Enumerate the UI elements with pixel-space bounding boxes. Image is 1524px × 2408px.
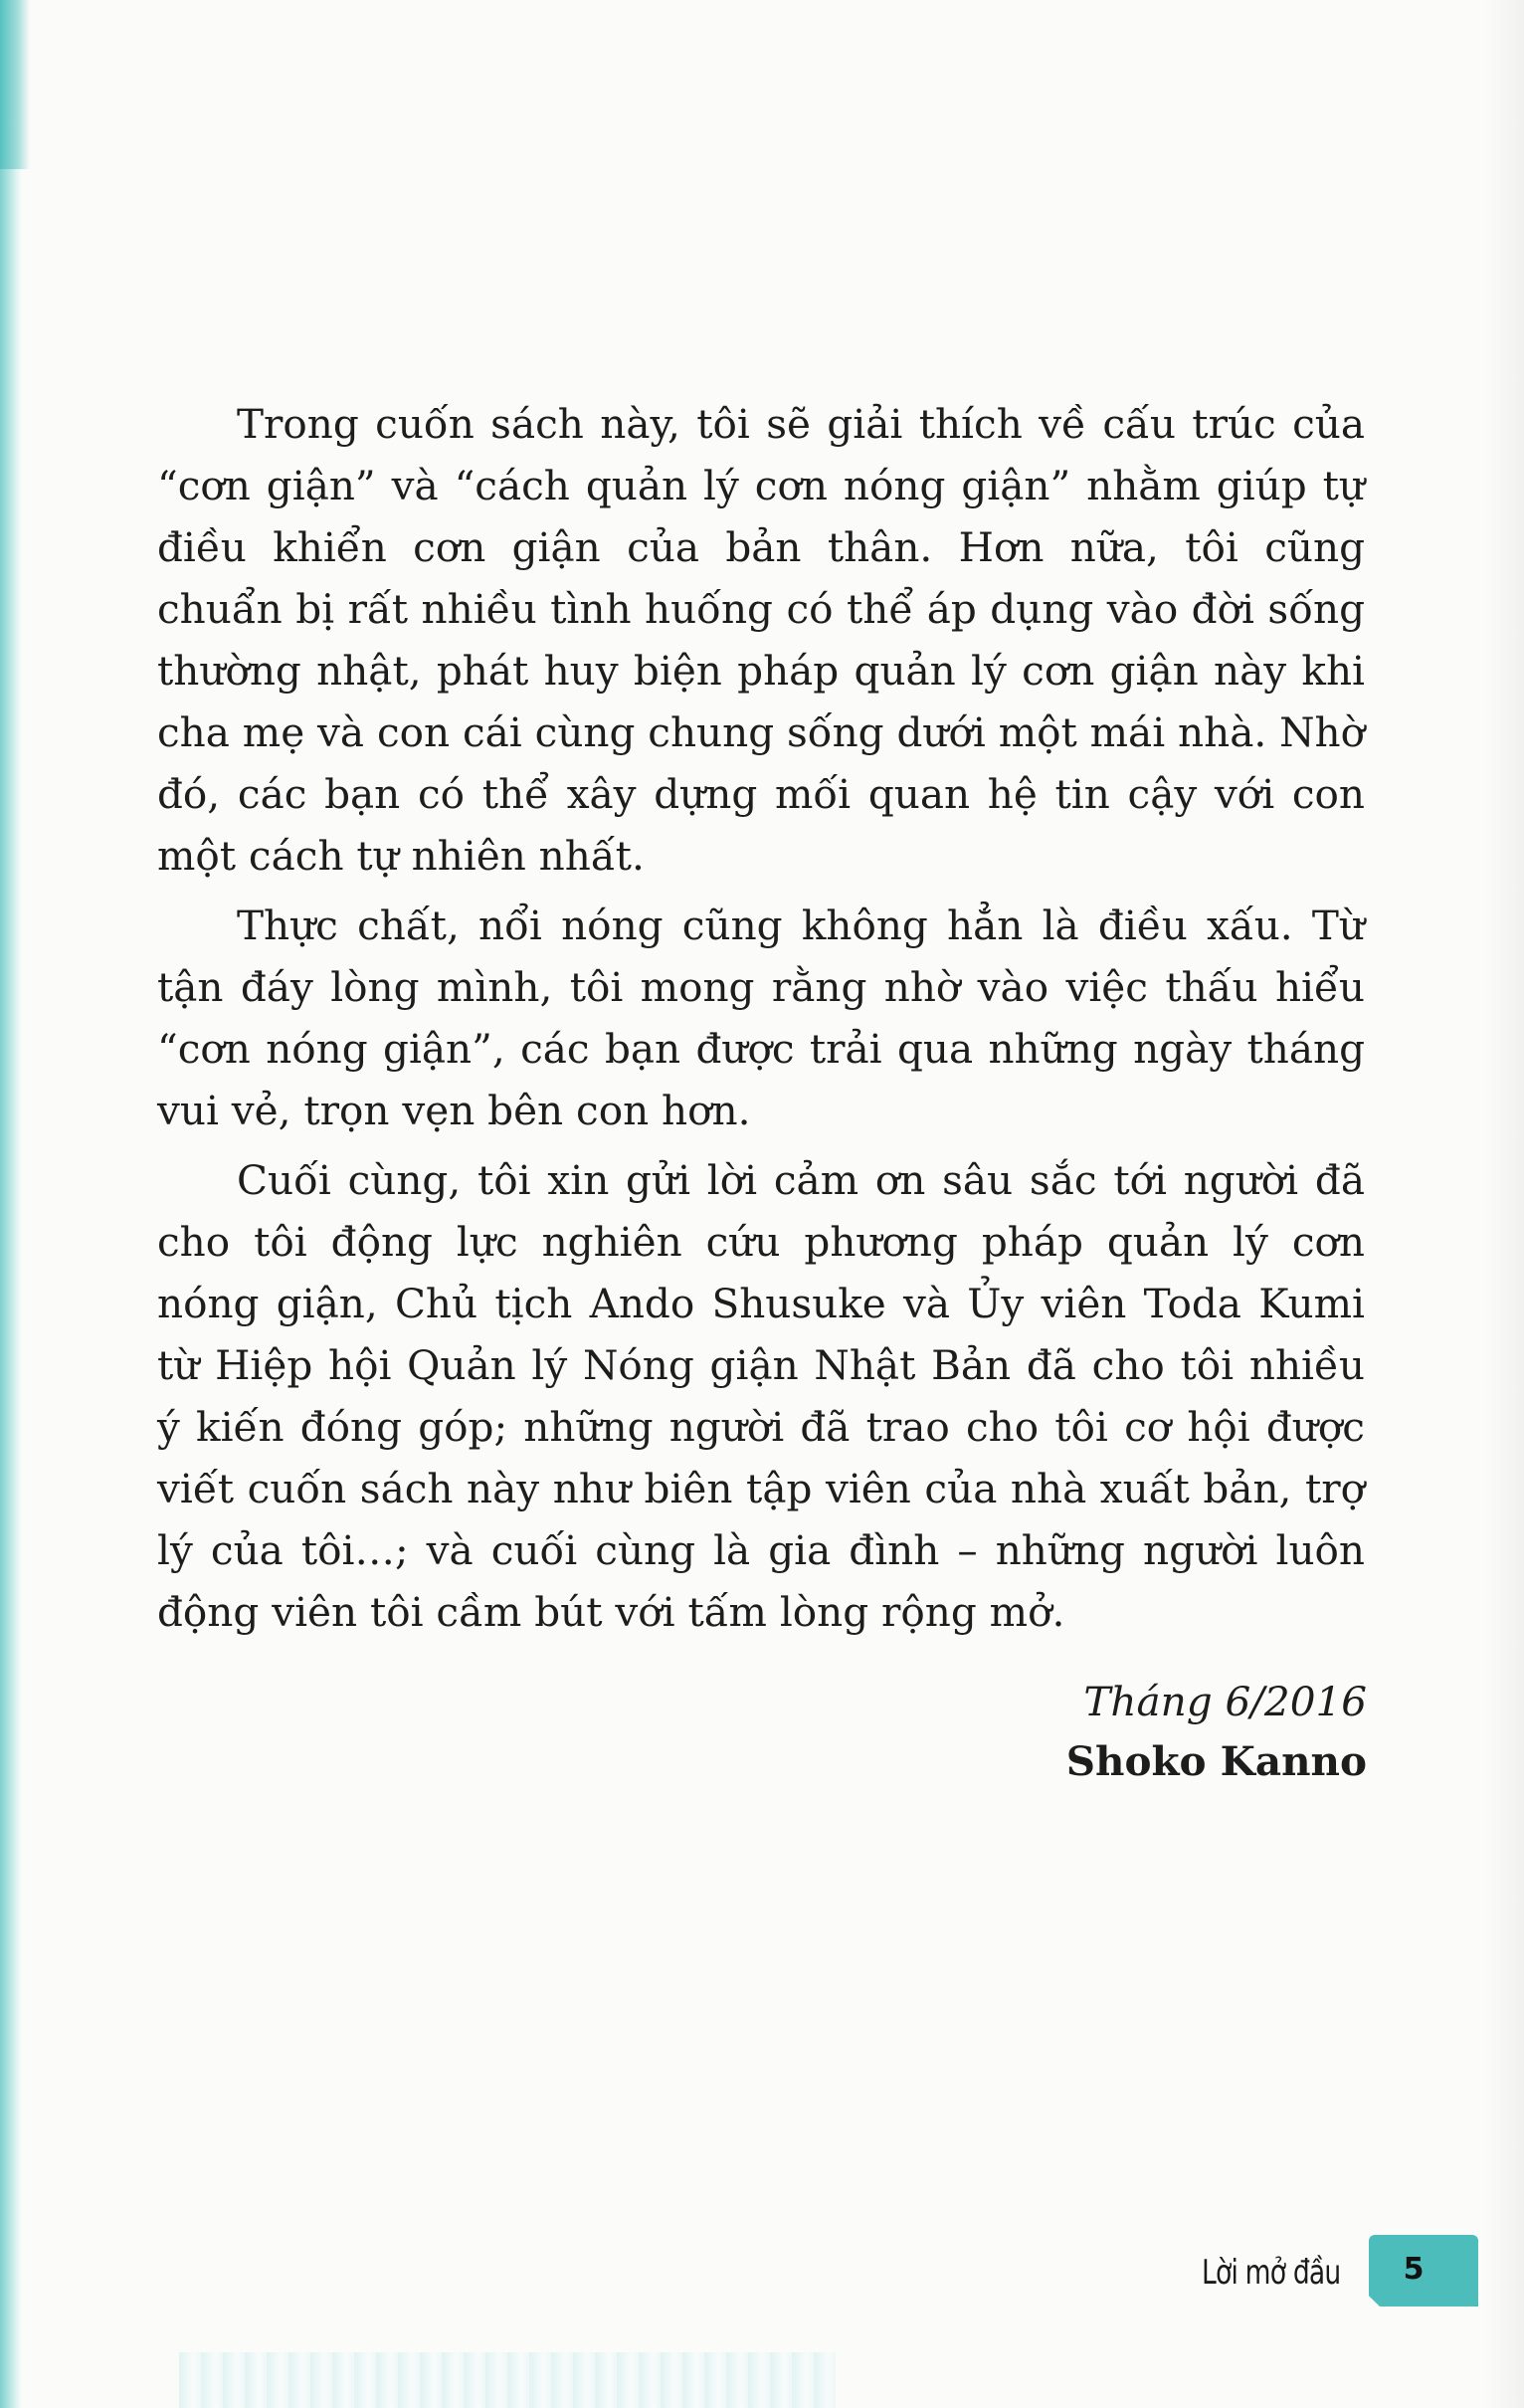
page-number: 5: [1403, 2252, 1425, 2287]
paragraph-1: Trong cuốn sách này, tôi sẽ giải thích về cấu trúc của “cơn giận” và “cách quản lý cơn nóng giận” nhằm giúp tự điều khiển cơn giận của bản thân. Hơn nữa, tôi cũng chuẩn bị rất nhiều tình huống có thể áp dụng vào đời sống thường nhật, phát huy biện pháp quản lý cơn giận này khi cha mẹ và con cái cùng chung sống dưới một mái nhà. Nhờ đó, các bạn có thể xây dựng mối quan hệ tin cậy với con một cách tự nhiên nhất.: [157, 400, 1365, 880]
page-left-edge: [0, 0, 22, 2408]
signature-date: Tháng 6/2016: [1083, 1678, 1367, 1725]
page-right-edge: [1484, 0, 1524, 2408]
page-bottom-scan-edge: [179, 2352, 836, 2408]
signature-block: [1066, 1672, 1367, 1791]
paragraph-2: Thực chất, nổi nóng cũng không hẳn là điều xấu. Từ tận đáy lòng mình, tôi mong rằng nhờ vào việc thấu hiểu “cơn nóng giận”, các bạn được trải qua những ngày tháng vui vẻ, trọn vẹn bên con hơn.: [157, 902, 1365, 1134]
paragraph-3: Cuối cùng, tôi xin gửi lời cảm ơn sâu sắc tới người đã cho tôi động lực nghiên cứu phương pháp quản lý cơn nóng giận, Chủ tịch Ando Shusuke và Ủy viên Toda Kumi từ Hiệp hội Quản lý Nóng giận Nhật Bản đã cho tôi nhiều ý kiến đóng góp; những người đã trao cho tôi cơ hội được viết cuốn sách này như biên tập viên của nhà xuất bản, trợ lý của tôi…; và cuối cùng là gia đình – những người luôn động viên tôi cầm bút với tấm lòng rộng mở.: [157, 1156, 1365, 1636]
section-label: Lời mở đầu: [1202, 2253, 1341, 2293]
signature-author: Shoko Kanno: [1065, 1737, 1367, 1785]
body-text: [157, 393, 1365, 1651]
page-left-edge-accent: [0, 0, 30, 169]
